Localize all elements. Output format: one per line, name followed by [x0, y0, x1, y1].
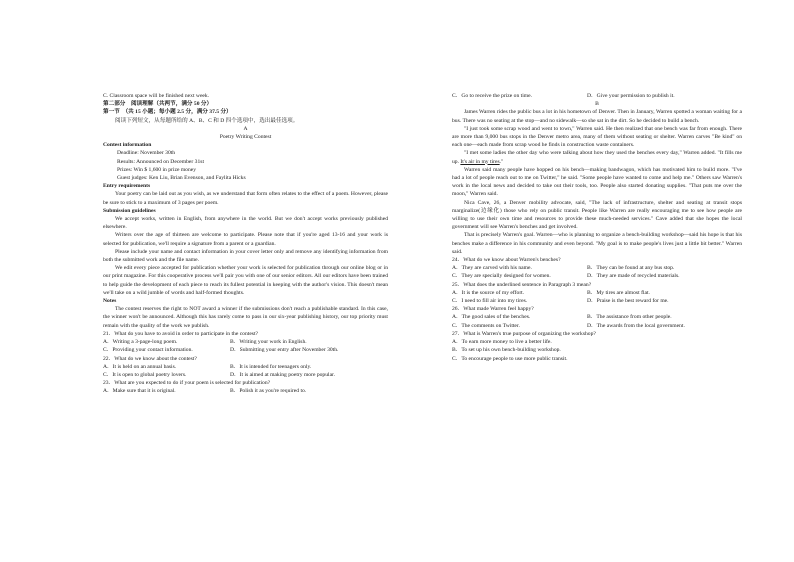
option: C．To encourage people to use more public transit. — [452, 355, 568, 362]
option: D．Give your permission to publish it. — [587, 93, 675, 99]
paragraph: Your poetry can be laid out as you wish, as we understand that form often relates to the effect of a poem. However, please be sure to stick to a maximum of 3 pages per poem. — [103, 191, 388, 206]
option: C．The comments on Twitter. — [452, 322, 520, 329]
part-heading: 第二部分 阅读理解（共两节，满分 50 分） — [103, 101, 213, 108]
option: B．To set up his own bench-building workshop. — [452, 347, 561, 354]
results-line: Results: Announced on December 31st — [117, 158, 204, 165]
paragraph: Nica Cave, 26, a Denver mobility advocate, said, "The lack of infrastructure, shelter and seating at transit stops marginalize(边缘化) those who rely on public transit. People like Warren are really encouraging me to see how people are willing to use their own time and resources to provide these much-needed services." Cave added that she hopes the local government will see Warren's benches and get involved. — [452, 199, 742, 231]
paragraph-text: "I met some ladies the other day who were talking about how they used the benches every day," Warren added. "It fills me up. — [452, 150, 742, 165]
submission-heading: Submission guidelines — [103, 207, 156, 214]
question-23: 23．What are you expected to do if your poem is selected for publication? — [103, 380, 271, 387]
paragraph: Warren said many people have hopped on his bench—making bandwagon, which has motivated him to build more. "I've had a lot of people reach out to me on Twitter," he said. "Some people have wanted to come and help me." Others saw Warren's work in the local news and decided to take out their tools, too. People also started donating supplies. "That puts me over the moon," Warren said. — [452, 166, 742, 198]
option: D．Praise is the best reward for me. — [587, 298, 669, 305]
question-24: 24．What do we know about Warren's benches? — [452, 257, 561, 264]
paragraph: Please include your name and contact information in your cover letter only and remove any identifying information from both the submitted work and the file name. — [103, 248, 388, 264]
question-27: 27．What is Warren's true purpose of organizing the workshop? — [452, 330, 596, 337]
paragraph: "I just took some scrap wood and went to town," Warren said. He then realized that one bench was far from enough. There are more than 9,000 bus stops in the Denver metro area, many of them without seating or shelter. Warren carves "Be kind" on each one—each made from scrap wood he finds in construction waste containers. — [452, 125, 742, 149]
passage-a-title: Poetry Writing Contest — [219, 134, 272, 141]
option: A．It is the source of my effort. — [452, 289, 525, 296]
option: A．The good sales of the benches. — [452, 314, 531, 321]
option: B．Polish it as you're required to. — [230, 388, 307, 395]
paragraph: Writers over the age of thirteen are welcome to participate. Please note that if you're aged 13-16 and your work is selected for publication, we'll require a signature from a parent or a guardian. — [103, 232, 388, 247]
option: D．The awards from the local government. — [587, 322, 685, 329]
option: D．It is aimed at making poetry more popular. — [230, 371, 336, 378]
passage-a-label: A — [243, 125, 248, 132]
option: C．I need to fill air into my tires. — [452, 298, 528, 305]
prev-option-line: C. Classroom space will be finished next week. — [103, 93, 210, 99]
option: A．They are carved with his name. — [452, 265, 532, 272]
paragraph: We edit every piece accepted for publication whether your work is selected for publication through our online blog or in our print magazine. For this cooperative process we'll pair you with one of our senior editors. All our editors have been trained to help guide the development of each piece to reach its fullest potential in keeping with the author's vision. This doesn't mean we'll take on a wild jumble of words and half-formed thoughts. — [103, 265, 388, 296]
passage-b-label: B — [595, 101, 599, 108]
paragraph: That is precisely Warren's goal. Warren—who is planning to organize a bench-building workshop—said his hope is that his benches make a difference in his community and even beyond. "My goal is to make people's lives just a little bit better." Warren said. — [452, 232, 742, 255]
deadline-line: Deadline: November 30th — [117, 150, 176, 157]
option: B．My tires are almost flat. — [587, 289, 650, 296]
judges-line: Guest judges: Ken Liu, Brian Evenson, and Faylita Hicks — [117, 175, 246, 182]
option: D．They are made of recycled materials. — [587, 273, 680, 280]
option: B．The assistance from other people. — [587, 314, 672, 321]
option: C．Go to receive the prize on time. — [452, 93, 532, 99]
instructions: 阅读下列短文，从每题所给的 A、B、C 和 D 四个选项中，选出最佳选项。 — [115, 117, 299, 124]
entry-req-heading: Entry requirements — [103, 183, 151, 190]
paragraph — [452, 149, 742, 165]
option: A．Make sure that it is original. — [103, 388, 176, 395]
paragraph: James Warren rides the public bus a lot in his hometown of Denver. Then in January, Warren spotted a woman waiting for a bus. There was no seating at the stop—and no sidewalk—so she sat in the dirt. So he decided to build a bench. — [452, 109, 742, 124]
contest-info-heading: Contest information — [103, 142, 152, 149]
option: C．Providing your contact information. — [103, 347, 193, 354]
option: B．They can be found at any bus stop. — [587, 265, 675, 272]
option: C．It is open to global poetry lovers. — [103, 371, 187, 378]
section-heading: 第一节 （共 15 小题；每小题 2.5 分，满分 37.5 分） — [103, 109, 232, 116]
question-26: 26．What made Warren feel happy? — [452, 306, 534, 313]
underlined-sentence: It's air in my tires — [460, 158, 500, 165]
paragraph: We accept works, written in English, from anywhere in the world. But we don't accept works previously published elsewhere. — [103, 216, 388, 231]
question-25: 25．What does the underlined sentence in Paragraph 3 mean? — [452, 281, 592, 288]
option: B．Writing your work in English. — [230, 339, 307, 346]
notes-heading: Notes — [103, 298, 117, 305]
paragraph-text: ." — [499, 158, 504, 165]
option: A．To earn more money to live a better life. — [452, 339, 552, 346]
option: D．Submitting your entry after November 30th. — [230, 347, 339, 354]
question-22: 22．What do we know about the contest? — [103, 355, 197, 362]
question-21: 21．What do you have to avoid in order to participate in the contest? — [103, 330, 259, 337]
option: A．Writing a 3-page-long poem. — [103, 339, 178, 346]
option: A．It is held on an annual basis. — [103, 363, 177, 370]
paragraph: The contest reserves the right to NOT award a winner if the submissions don't reach a publishable standard. In this case, the winner won't be announced. Although this has rarely come to pass in our six-year publishing history, our top priority must remain with the quality of the work we publish. — [103, 306, 388, 329]
prizes-line: Prizes: Win $ 1,600 in prize money — [117, 166, 197, 173]
right-column — [452, 92, 742, 363]
option: C．They are specially designed for women. — [452, 273, 551, 280]
option: B．It is intended for teenagers only. — [230, 363, 312, 370]
left-column — [103, 92, 388, 396]
